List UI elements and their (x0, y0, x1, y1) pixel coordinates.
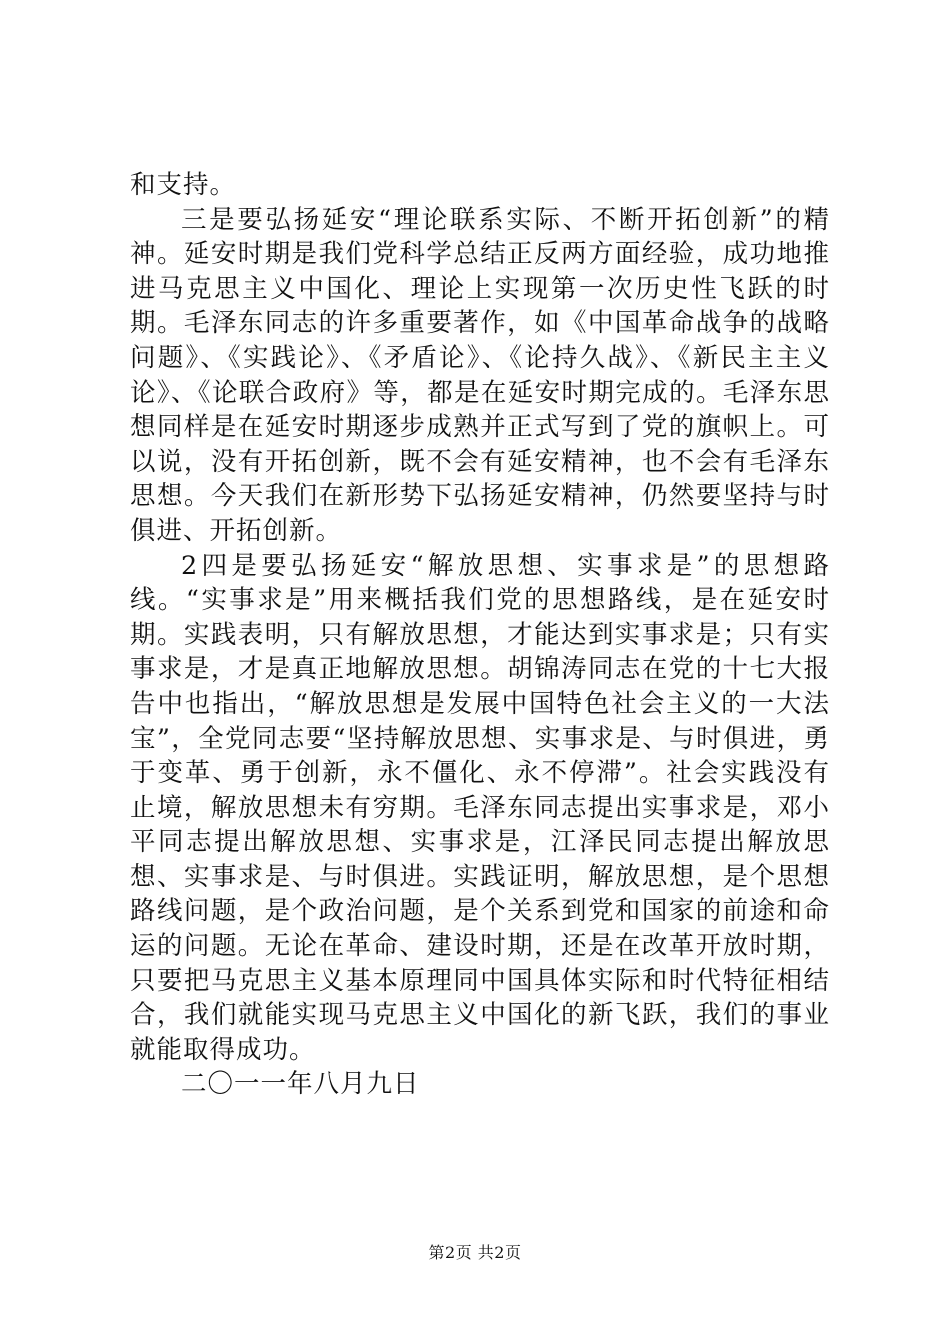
paragraph-fourth-point: 2四是要弘扬延安“解放思想、实事求是”的思想路线。“实事求是”用来概括我们党的思想路线，是在延安时期。实践表明，只有解放思想，才能达到实事求是；只有实事求是，才是真正地解放思想。胡锦涛同志在党的十七大报告中也指出，“解放思想是发展中国特色社会主义的一大法宝”，全党同志要“坚持解放思想、实事求是、与时俱进，勇于变革、勇于创新，永不僵化、永不停滞”。社会实践没有止境，解放思想未有穷期。毛泽东同志提出实事求是，邓小平同志提出解放思想、实事求是，江泽民同志提出解放思想、实事求是、与时俱进。实践证明，解放思想，是个思想路线问题，是个政治问题，是个关系到党和国家的前途和命运的问题。无论在革命、建设时期，还是在改革开放时期，只要把马克思主义基本原理同中国具体实际和时代特征相结合，我们就能实现马克思主义中国化的新飞跃，我们的事业就能取得成功。 (130, 550, 830, 1065)
document-date: 二〇一一年八月九日 (181, 1069, 420, 1100)
paragraph-third-point: 三是要弘扬延安“理论联系实际、不断开拓创新”的精神。延安时期是我们党科学总结正反两方面经验，成功地推进马克思主义中国化、理论上实现第一次历史性飞跃的时期。毛泽东同志的许多重要著作，如《中国革命战争的战略问题》、《实践论》、《矛盾论》、《论持久战》、《新民主主义论》、《论联合政府》等，都是在延安时期完成的。毛泽东思想同样是在延安时期逐步成熟并正式写到了党的旗帜上。可以说，没有开拓创新，既不会有延安精神，也不会有毛泽东思想。今天我们在新形势下弘扬延安精神，仍然要坚持与时俱进、开拓创新。 (130, 204, 830, 546)
document-body (130, 168, 830, 1102)
paragraph-continuation: 和支持。 (130, 170, 237, 200)
page-footer: 第2页 共2页 (428, 1243, 522, 1262)
